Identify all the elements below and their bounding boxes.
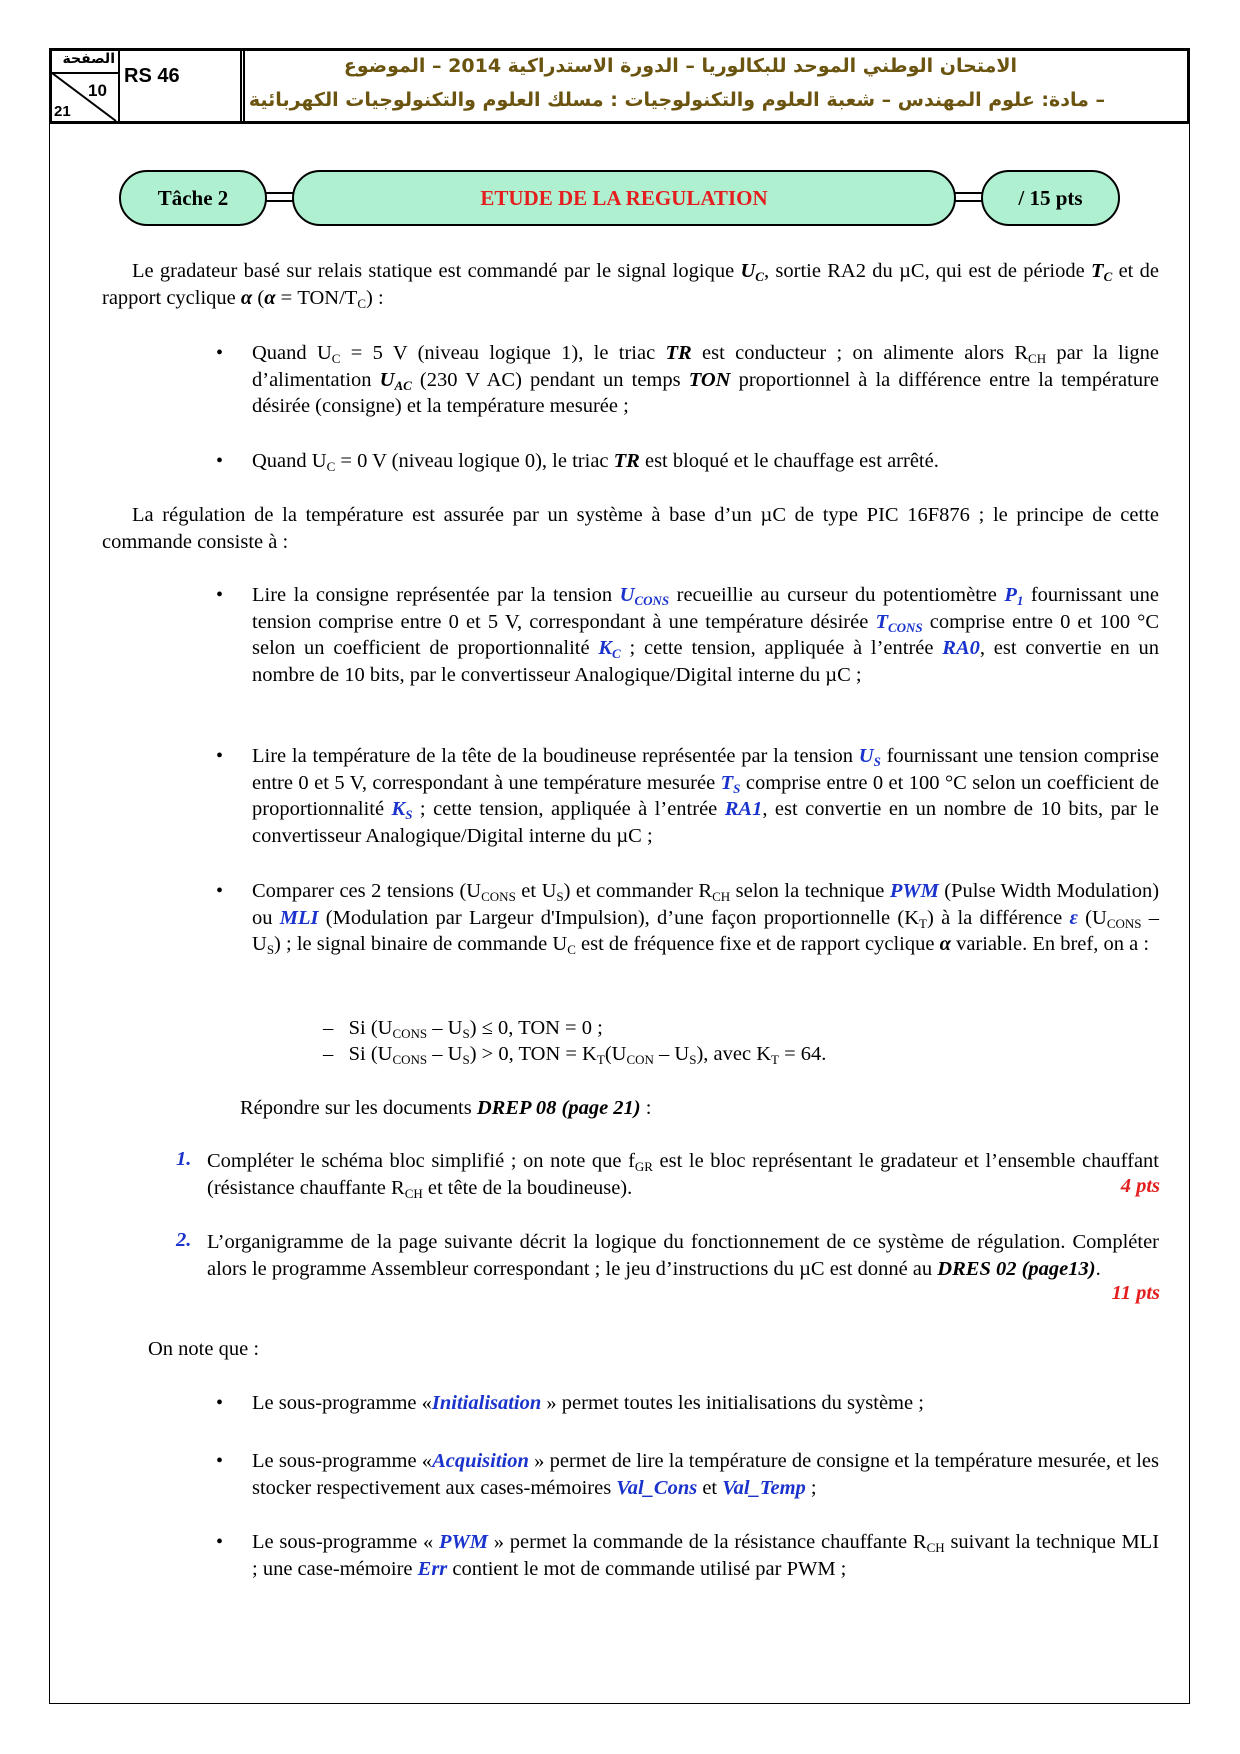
bullet-2-marker: • bbox=[216, 450, 224, 472]
regulation-paragraph: La régulation de la température est assurée par un système à base d’un µC de type PIC 16F876 ; le principe de cette commande consiste à : bbox=[102, 504, 1159, 553]
question-2-number: 2. bbox=[176, 1229, 192, 1251]
question-2-text: L’organigramme de la page suivante décrit la logique du fonctionnement de ce système de régulation. Compléter alors le programme Assembleur correspondant ; le jeu d’instructions du µC est donné au DRES 02 (page13). bbox=[207, 1231, 1159, 1280]
bullet-4-marker: • bbox=[216, 745, 224, 767]
bullet-5-marker: • bbox=[216, 880, 224, 902]
header-title-line2: – مادة: علوم المهندس – شعبة العلوم والتكنولوجيات : مسلك العلوم والتكنولوجيات الكهربائية bbox=[248, 89, 1105, 111]
sub-bullet-1-marker: • bbox=[216, 1392, 224, 1414]
task-title-pill bbox=[292, 170, 956, 226]
page-label: الصفحة bbox=[62, 51, 115, 67]
bullet-3-marker: • bbox=[216, 584, 224, 606]
page-total: 21 bbox=[54, 103, 71, 120]
question-1-text: Compléter le schéma bloc simplifié ; on note que $f_{GR}$ est le bloc représentant le gradateur et l’ensemble chauffant (résistance chauffante $R_{CH}$ et tête de la boudineuse). bbox=[207, 1150, 1159, 1201]
task-title: ETUDE DE LA REGULATION bbox=[480, 185, 768, 210]
page-number: 10 bbox=[88, 81, 107, 100]
bullet-1-text: Quand $U_C = 5$ V (niveau logique 1), le triac TR est conducteur ; on alimente alors $R_{CH}$ par la ligne d’alimentation $U_{AC}$ (230 V AC) pendant un temps TON proportionnel à la différence entre la température désirée (consigne) et la température mesurée ; bbox=[252, 342, 1160, 417]
question-2-points: 11 pts bbox=[1111, 1282, 1160, 1304]
task-label: Tâche 2 bbox=[157, 185, 229, 210]
bullet-3-text: Lire la consigne représentée par la tension $U_{CONS}$ recueillie au curseur du potentiomètre $P_1$ fournissant une tension comprise entre 0 et 5 V, correspondant à une température désirée $T_{CONS}$ comprise entre 0 et 100 °C selon un coefficient de proportionnalité $K_C$ ; cette tension, appliquée à l’entrée RA0, est convertie en un nombre de 10 bits, par le convertisseur Analogique/Digital interne du µC ; bbox=[252, 584, 1160, 686]
dash-line-2: – Si $(U_{CONS} - U_S) > 0$, TON = $K_T(U_{CON} - U_S)$, avec $K_T = 64$. bbox=[323, 1043, 827, 1067]
sub-bullet-3-marker: • bbox=[216, 1531, 224, 1553]
subject-code: RS 46 bbox=[124, 65, 180, 87]
bullet-1-marker: • bbox=[216, 342, 224, 364]
answer-instruction: Répondre sur les documents DREP 08 (page 21) : bbox=[240, 1097, 652, 1119]
task-label-pill bbox=[119, 170, 267, 226]
sub-bullet-2-marker: • bbox=[216, 1450, 224, 1472]
page-header bbox=[49, 48, 1190, 124]
bullet-5-text: Comparer ces 2 tensions ($U_{CONS}$ et $U_S$) et commander $R_{CH}$ selon la technique PWM (Pulse Width Modulation) ou MLI (Modulation par Largeur d'Impulsion), d’une façon proportionnelle $(K_T)$ à la différence ε $(U_{CONS} - U_S)$ ; le signal binaire de commande $U_C$ est de fréquence fixe et de rapport cyclique α variable. En bref, on a : bbox=[252, 880, 1160, 957]
task-points-pill bbox=[981, 170, 1120, 226]
sub-bullet-1-text: Le sous-programme «Initialisation » permet toutes les initialisations du système ; bbox=[252, 1392, 924, 1414]
intro-paragraph: Le gradateur basé sur relais statique est commandé par le signal logique $U_C$, sortie RA2 du µC, qui est de période $T_C$ et de rapport cyclique α (α = TON/$T_C$) : bbox=[102, 260, 1160, 311]
dash-line-1: – Si $(U_{CONS} - U_S) \le 0$, TON = 0 ; bbox=[323, 1017, 603, 1041]
question-1-points: 4 pts bbox=[1120, 1175, 1160, 1197]
header-title-line1: الامتحان الوطني الموحد للبكالوريا – الدورة الاستدراكية 2014 – الموضوع bbox=[343, 55, 1017, 77]
bullet-2-text: Quand $U_C = 0$ V (niveau logique 0), le triac TR est bloqué et le chauffage est arrêté. bbox=[252, 450, 939, 474]
note-heading: On note que : bbox=[148, 1338, 260, 1360]
page-number-box bbox=[52, 51, 120, 121]
bullet-4-text: Lire la température de la tête de la boudineuse représentée par la tension $U_S$ fournissant une tension comprise entre 0 et 5 V, correspondant à une température mesurée $T_S$ comprise entre 0 et 100 °C selon un coefficient de proportionnalité $K_S$ ; cette tension, appliquée à l’entrée RA1, est convertie en un nombre de 10 bits, par le convertisseur Analogique/Digital interne du µC ; bbox=[252, 745, 1160, 847]
subject-code-box bbox=[118, 51, 245, 121]
question-1-number: 1. bbox=[176, 1148, 192, 1170]
sub-bullet-3-text: Le sous-programme « PWM » permet la commande de la résistance chauffante $R_{CH}$ suivant la technique MLI ; une case-mémoire Err contient le mot de commande utilisé par PWM ; bbox=[252, 1531, 1160, 1580]
sub-bullet-2-text: Le sous-programme «Acquisition » permet de lire la température de consigne et la température mesurée, et les stocker respectivement aux cases-mémoires Val_Cons et Val_Temp ; bbox=[252, 1450, 1159, 1499]
task-points: / 15 pts bbox=[1018, 185, 1083, 210]
